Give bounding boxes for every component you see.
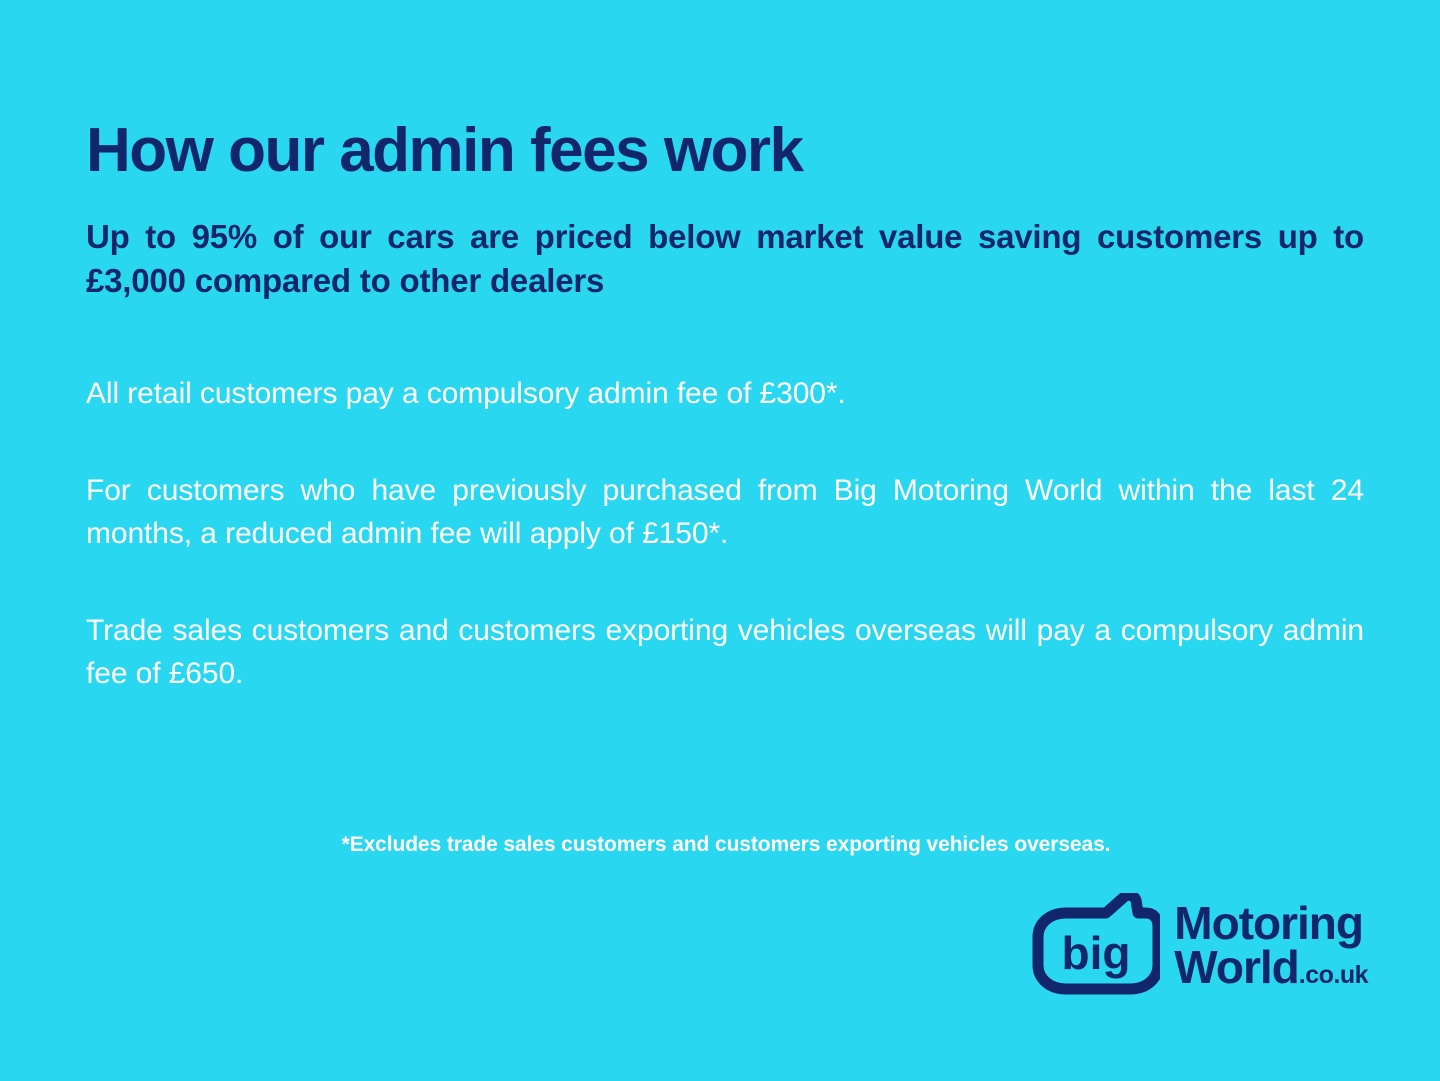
paragraph-trade-export-fee: Trade sales customers and customers exporting vehicles overseas will pay a compulsory admin fee of £650.: [86, 613, 1364, 691]
brand-line-2: World: [1174, 941, 1299, 993]
paragraph-returning-customer-fee: For customers who have previously purchased from Big Motoring World within the last 24 months, a reduced admin fee will apply of £150*.: [86, 473, 1364, 551]
brand-logo: [1028, 893, 1368, 997]
slide-content: [86, 0, 1364, 696]
slide-subtitle: Up to 95% of our cars are priced below market value saving customers up to £3,000 compared to other dealers: [86, 218, 1364, 299]
big-car-icon: [1028, 893, 1160, 997]
brand-line-1: Motoring: [1174, 896, 1363, 949]
brand-tld: .co.uk: [1298, 961, 1368, 989]
footnote-text: *Excludes trade sales customers and customers exporting vehicles overseas.: [341, 833, 1111, 856]
paragraph-retail-fee: All retail customers pay a compulsory admin fee of £300*.: [86, 377, 846, 411]
brand-wordmark: [1174, 896, 1368, 993]
big-wordmark: big: [1061, 927, 1131, 979]
page-title: How our admin fees work: [86, 116, 803, 185]
